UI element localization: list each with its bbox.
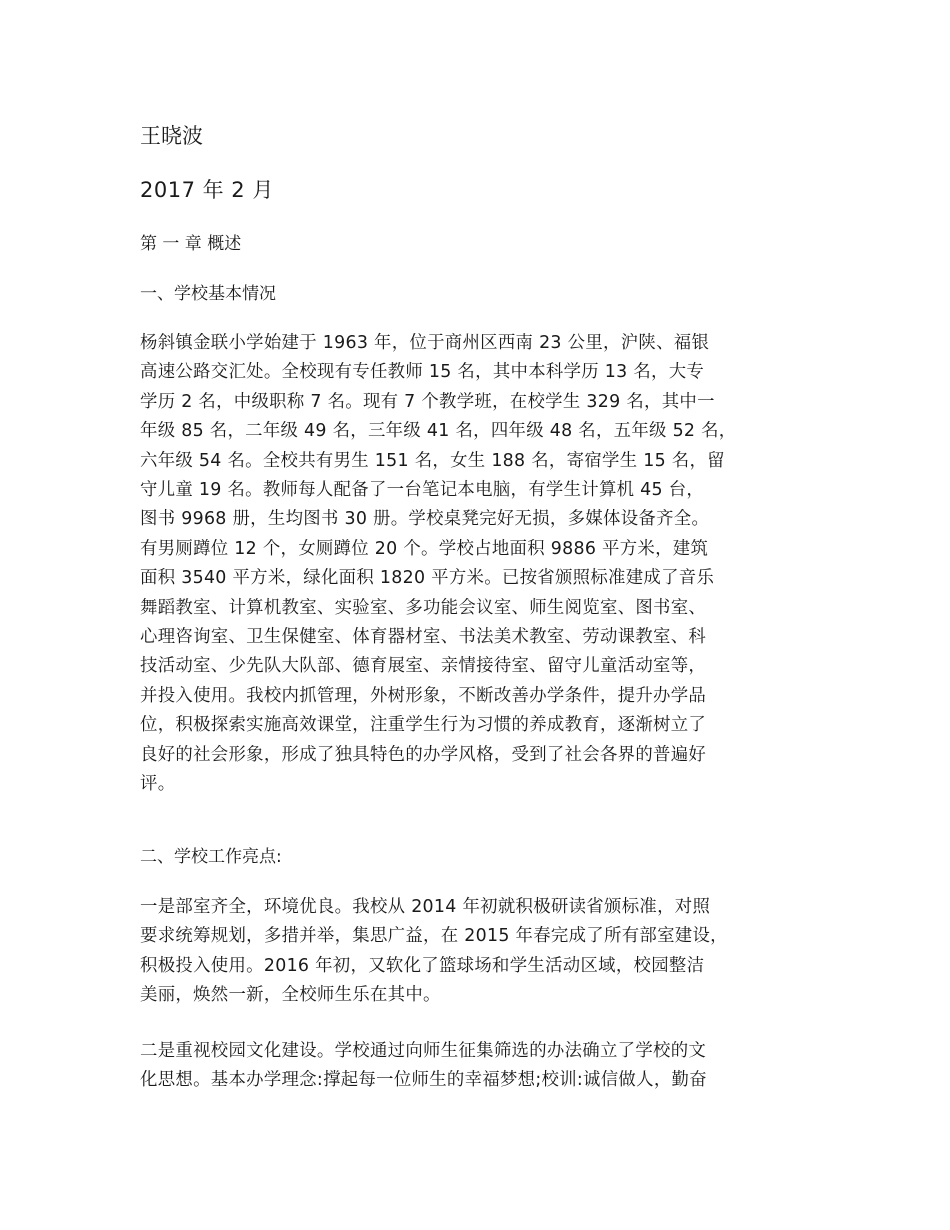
- paragraph-facilities: [140, 893, 824, 1011]
- text-line: 心理咨询室、卫生保健室、体育器材室、书法美术教室、劳动课教室、科: [140, 627, 707, 648]
- text-line: 年级 85 名，二年级 49 名，三年级 41 名，四年级 48 名，五年级 52 名，: [140, 421, 737, 442]
- text-line: 杨斜镇金联小学始建于 1963 年，位于商州区西南 23 公里，沪陕、福银: [140, 333, 710, 353]
- section-heading-highlights: 二、学校工作亮点:: [140, 847, 282, 867]
- text-line: 守儿童 19 名。教师每人配备了一台笔记本电脑，有学生计算机 45 台，: [140, 480, 705, 501]
- text-line: 舞蹈教室、计算机教室、实验室、多功能会议室、师生阅览室、图书室、: [140, 597, 707, 618]
- text-line: 化思想。基本办学理念:撑起每一位师生的幸福梦想;校训:诚信做人，勤奋: [140, 1070, 707, 1091]
- document-date: 2017 年 2 月: [140, 178, 274, 202]
- text-line: 积极投入使用。2016 年初，又软化了篮球场和学生活动区域，校园整洁: [140, 955, 705, 976]
- text-line: 学历 2 名，中级职称 7 名。现有 7 个教学班，在校学生 329 名，其中一: [140, 391, 715, 412]
- text-line: 面积 3540 平方米，绿化面积 1820 平方米。已按省颁照标准建成了音乐: [140, 568, 715, 589]
- author-name: 王晓波: [140, 124, 203, 148]
- text-line: 良好的社会形象，形成了独具特色的办学风格，受到了社会各界的普遍好: [140, 744, 707, 765]
- paragraph-culture: [140, 1037, 824, 1096]
- text-line: 评。: [140, 774, 176, 795]
- text-line: 二是重视校园文化建设。学校通过向师生征集筛选的办法确立了学校的文: [140, 1041, 707, 1061]
- text-line: 图书 9968 册，生均图书 30 册。学校桌凳完好无损，多媒体设备齐全。: [140, 509, 710, 530]
- text-line: 有男厕蹲位 12 个，女厕蹲位 20 个。学校占地面积 9886 平方米，建筑: [140, 538, 709, 559]
- text-line: 高速公路交汇处。全校现有专任教师 15 名，其中本科学历 13 名，大专: [140, 362, 705, 383]
- text-line: 美丽，焕然一新，全校师生乐在其中。: [140, 985, 441, 1006]
- text-line: 六年级 54 名。全校共有男生 151 名，女生 188 名，寄宿学生 15 名，留: [140, 450, 725, 471]
- text-line: 技活动室、少先队大队部、德育展室、亲情接待室、留守儿童活动室等，: [140, 656, 707, 677]
- paragraph-basic-info: [140, 329, 824, 800]
- text-line: 位，积极探索实施高效课堂，注重学生行为习惯的养成教育，逐渐树立了: [140, 715, 707, 736]
- text-line: 要求统筹规划，多措并举，集思广益，在 2015 年春完成了所有部室建设，: [140, 926, 728, 947]
- section-heading-basic-info: 一、学校基本情况: [140, 284, 276, 304]
- text-line: 并投入使用。我校内抓管理，外树形象，不断改善办学条件，提升办学品: [140, 685, 707, 706]
- text-line: 一是部室齐全，环境优良。我校从 2014 年初就积极研读省颁标准，对照: [140, 897, 711, 917]
- chapter-title: 第 一 章 概述: [140, 234, 242, 254]
